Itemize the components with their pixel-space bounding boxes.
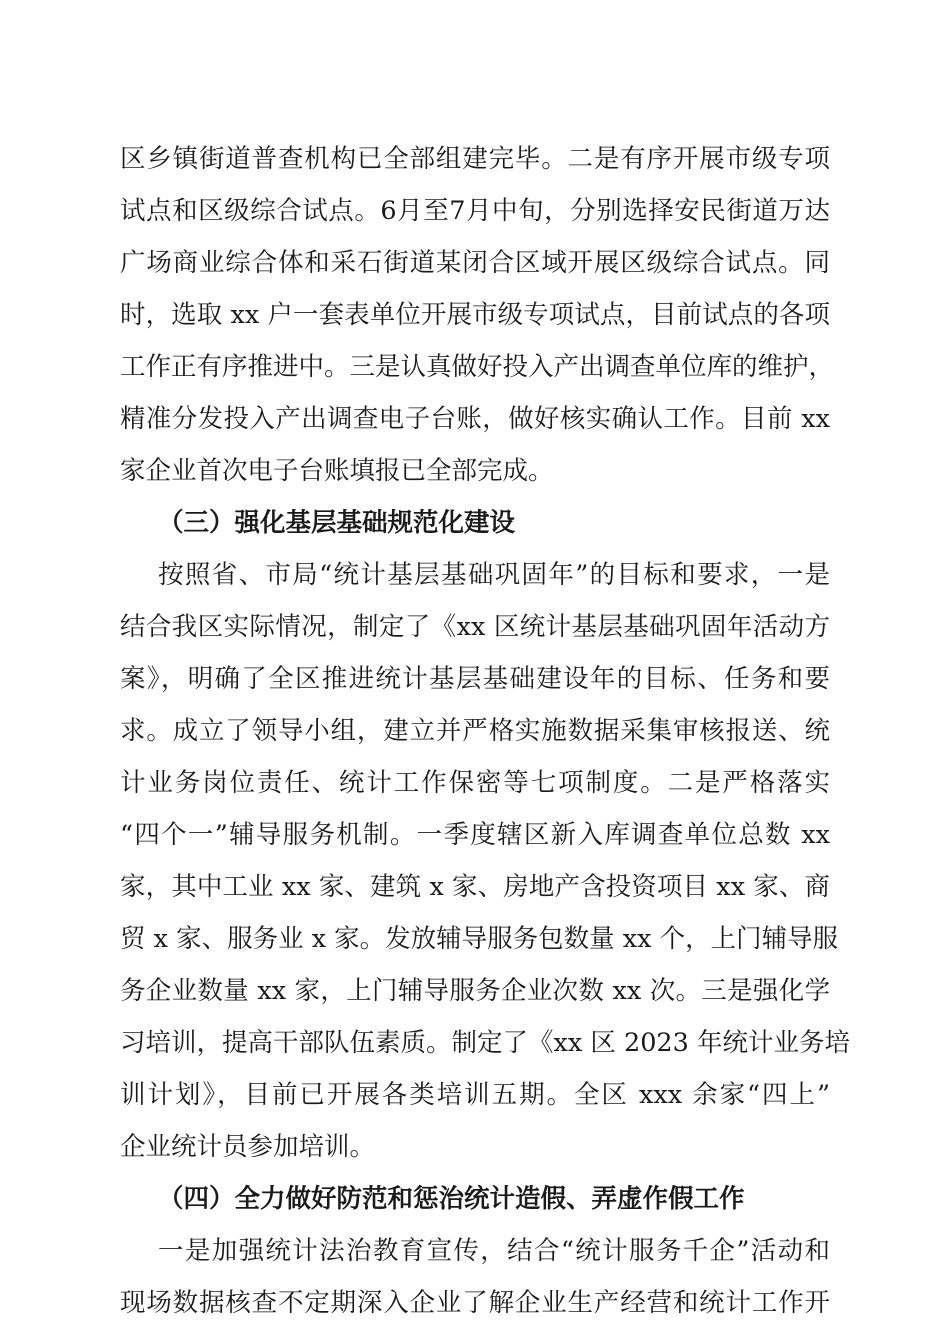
text-line: 广场商业综合体和采石街道某闭合区域开展区级综合试点。同: [120, 248, 830, 278]
text-line: 计业务岗位责任、统计工作保密等七项制度。二是严格落实: [120, 768, 830, 798]
text-line: 习培训，提高干部队伍素质。制定了《xx 区 2023 年统计业务培: [120, 1028, 850, 1058]
text-line: 区乡镇街道普查机构已全部组建完毕。二是有序开展市级专项: [120, 144, 830, 174]
text-line: 试点和区级综合试点。6月至7月中旬，分别选择安民街道万达: [120, 196, 830, 226]
text-line: 时，选取 xx 户一套表单位开展市级专项试点，目前试点的各项: [120, 300, 830, 330]
text-line: 企业统计员参加培训。: [120, 1132, 376, 1162]
text-line: 求。成立了领导小组，建立并严格实施数据采集审核报送、统: [120, 716, 830, 746]
text-line: 精准分发投入产出调查电子台账，做好核实确认工作。目前 xx: [120, 404, 830, 434]
text-line: 一是加强统计法治教育宣传，结合“统计服务千企”活动和: [158, 1236, 830, 1266]
text-line: 务企业数量 xx 家，上门辅导服务企业次数 xx 次。三是强化学: [120, 976, 830, 1006]
section-heading: （三）强化基层基础规范化建设: [158, 508, 516, 538]
text-line: “四个一”辅导服务机制。一季度辖区新入库调查单位总数 xx: [120, 820, 830, 850]
text-line: 现场数据核查不定期深入企业了解企业生产经营和统计工作开: [120, 1288, 830, 1318]
text-line: 案》，明确了全区推进统计基层基础建设年的目标、任务和要: [120, 664, 830, 694]
text-line: 家，其中工业 xx 家、建筑 x 家、房地产含投资项目 xx 家、商: [120, 872, 830, 902]
text-line: 工作正有序推进中。三是认真做好投入产出调查单位库的维护，: [120, 352, 835, 382]
text-line: 训计划》，目前已开展各类培训五期。全区 xxx 余家“四上”: [120, 1080, 830, 1110]
section-heading: （四）全力做好防范和惩治统计造假、弄虚作假工作: [158, 1184, 745, 1214]
text-line: 家企业首次电子台账填报已全部完成。: [120, 456, 554, 486]
text-line: 结合我区实际情况，制定了《xx 区统计基层基础巩固年活动方: [120, 612, 830, 642]
text-line: 贸 x 家、服务业 x 家。发放辅导服务包数量 xx 个，上门辅导服: [120, 924, 839, 954]
text-line: 按照省、市局“统计基层基础巩固年”的目标和要求，一是: [158, 560, 830, 590]
